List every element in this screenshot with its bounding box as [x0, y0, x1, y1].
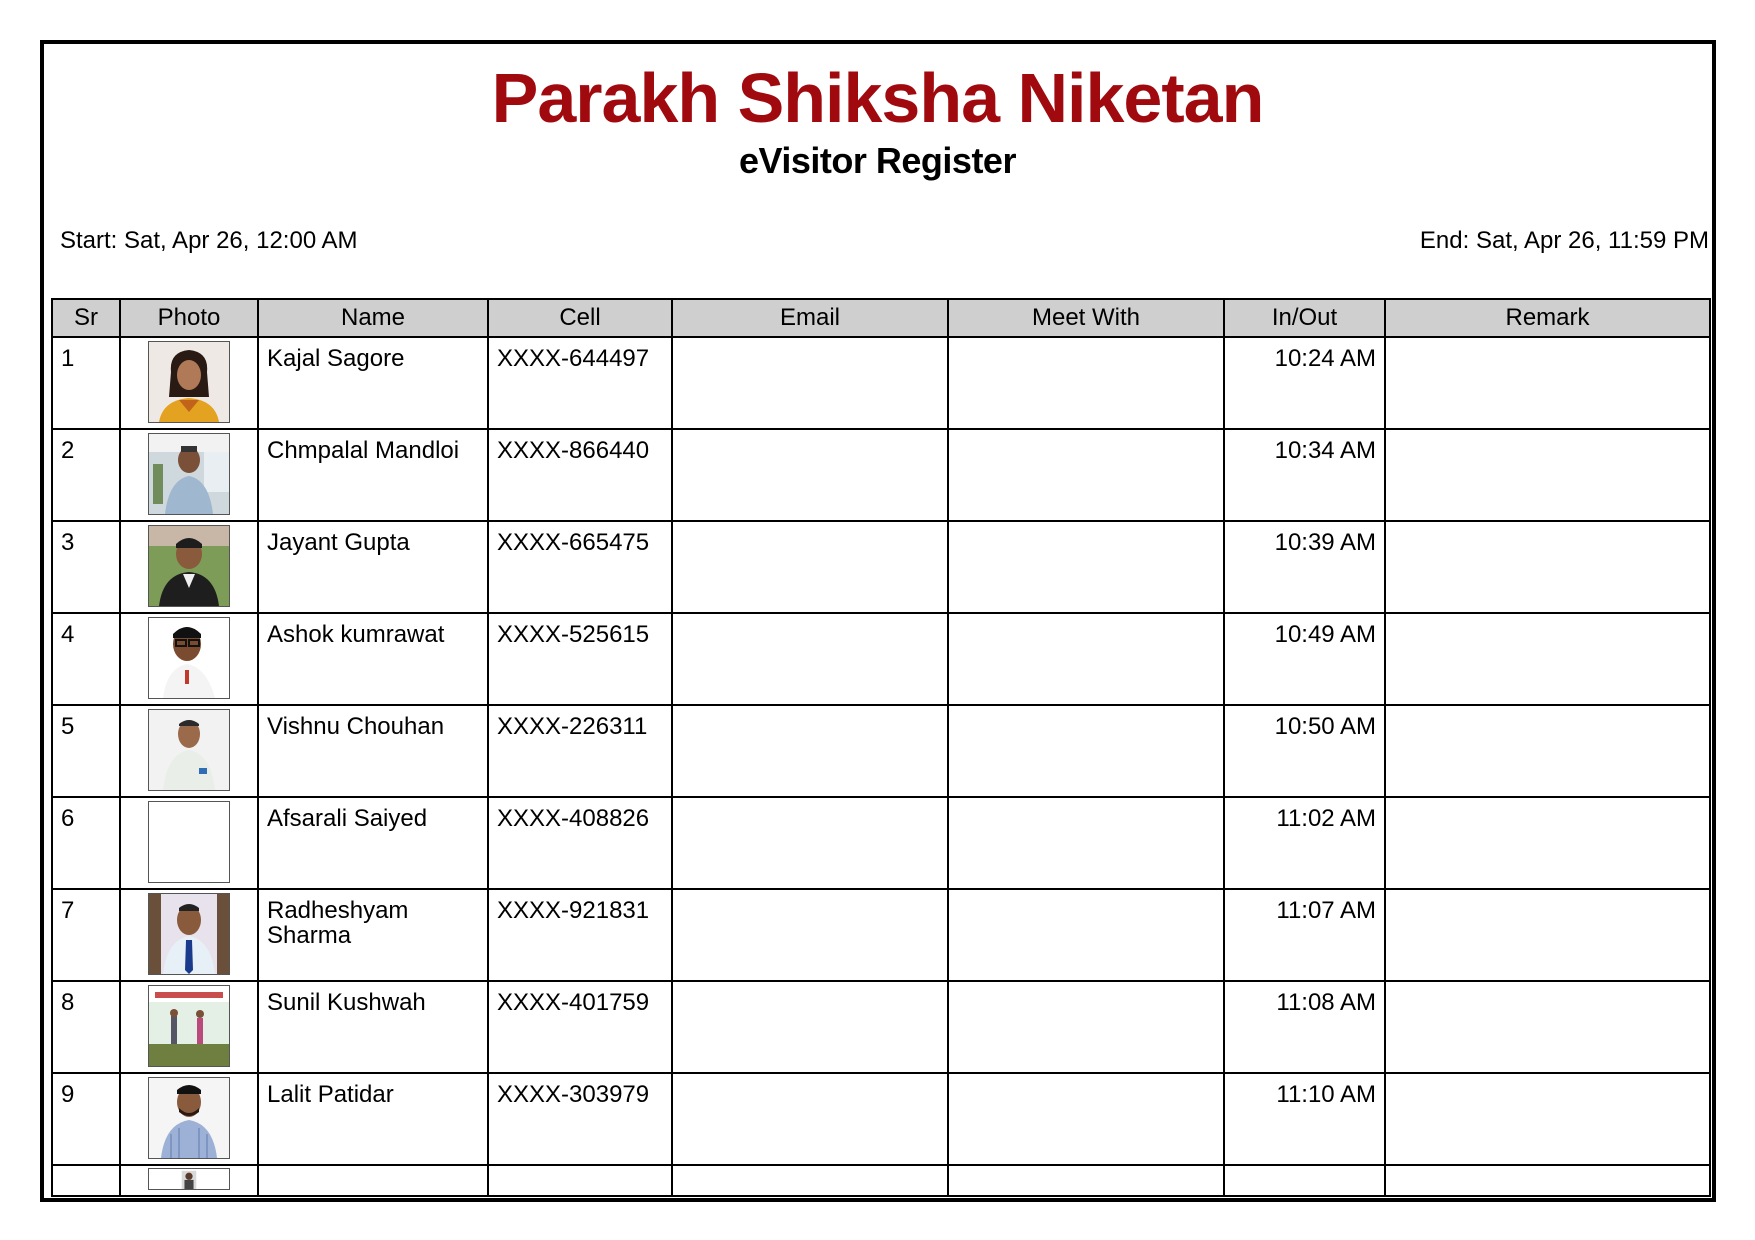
visitor-name: Sunil Kushwah	[267, 989, 426, 1016]
cell-meet-with	[948, 521, 1224, 613]
cell-name	[258, 981, 488, 1073]
col-header-remark: Remark	[1385, 299, 1710, 337]
visitor-remark	[1386, 1074, 1709, 1082]
visitor-photo	[148, 525, 230, 607]
table-row	[52, 889, 1710, 981]
visitor-remark	[1386, 614, 1709, 622]
cell-sr	[52, 1165, 120, 1196]
cell-photo	[120, 613, 258, 705]
visitor-inout: 11:07 AM	[1276, 897, 1376, 924]
cell-email	[672, 889, 948, 981]
cell-remark	[1385, 613, 1710, 705]
sr-value: 3	[61, 529, 75, 556]
col-header-meet-with: Meet With	[948, 299, 1224, 337]
visitor-remark	[1386, 522, 1709, 530]
visitor-inout: 10:50 AM	[1274, 713, 1376, 740]
cell-meet-with	[948, 981, 1224, 1073]
visitor-name: Radheshyam Sharma	[267, 897, 409, 949]
visitor-meet-with	[949, 890, 1223, 898]
cell-email	[672, 429, 948, 521]
cell-photo	[120, 337, 258, 429]
cell-photo	[120, 1165, 258, 1196]
cell-name	[258, 705, 488, 797]
cell-inout	[1224, 889, 1385, 981]
cell-sr	[52, 1073, 120, 1165]
cell-name	[258, 797, 488, 889]
visitor-name: Lalit Patidar	[267, 1081, 394, 1108]
sr-value: 7	[61, 897, 75, 924]
col-header-cell: Cell	[488, 299, 672, 337]
cell-cell	[488, 521, 672, 613]
cell-remark	[1385, 521, 1710, 613]
cell-meet-with	[948, 1073, 1224, 1165]
cell-inout	[1224, 613, 1385, 705]
cell-inout	[1224, 429, 1385, 521]
visitor-name: Afsarali Saiyed	[267, 805, 428, 832]
cell-email	[672, 981, 948, 1073]
sr-value: 2	[61, 437, 75, 464]
cell-name	[258, 429, 488, 521]
end-time: End: Sat, Apr 26, 11:59 PM	[1419, 227, 1709, 254]
col-header-photo: Photo	[120, 299, 258, 337]
cell-inout	[1224, 705, 1385, 797]
cell-cell	[488, 705, 672, 797]
table-header-row	[52, 299, 1710, 337]
cell-sr	[52, 429, 120, 521]
sr-value: 1	[61, 345, 75, 372]
visitor-photo	[148, 617, 230, 699]
visitor-meet-with	[949, 706, 1223, 714]
visitor-cell: XXXX-226311	[497, 713, 648, 740]
cell-remark	[1385, 337, 1710, 429]
cell-photo	[120, 429, 258, 521]
cell-email	[672, 521, 948, 613]
table-row	[52, 981, 1710, 1073]
visitor-cell: XXXX-921831	[497, 897, 650, 924]
cell-name	[258, 1073, 488, 1165]
visitor-cell: XXXX-644497	[497, 345, 650, 372]
cell-meet-with	[948, 337, 1224, 429]
visitor-cell: XXXX-408826	[497, 805, 650, 832]
cell-photo	[120, 889, 258, 981]
visitor-remark	[1386, 338, 1709, 346]
table-row-partial	[52, 1165, 1710, 1196]
cell-photo	[120, 705, 258, 797]
cell-cell	[488, 889, 672, 981]
visitor-photo	[148, 1077, 230, 1159]
visitor-cell: XXXX-303979	[497, 1081, 650, 1108]
cell-name	[258, 1165, 488, 1196]
visitor-photo	[148, 709, 230, 791]
cell-remark	[1385, 797, 1710, 889]
visitor-remark	[1386, 798, 1709, 806]
visitor-inout: 11:02 AM	[1276, 805, 1376, 832]
visitor-name: Jayant Gupta	[267, 529, 410, 556]
visitor-remark	[1386, 430, 1709, 438]
cell-sr	[52, 797, 120, 889]
cell-photo	[120, 1073, 258, 1165]
cell-cell	[488, 981, 672, 1073]
cell-name	[258, 889, 488, 981]
cell-meet-with	[948, 613, 1224, 705]
cell-meet-with	[948, 889, 1224, 981]
visitor-meet-with	[949, 522, 1223, 530]
col-header-name: Name	[258, 299, 488, 337]
sr-value: 8	[61, 989, 75, 1016]
cell-inout	[1224, 521, 1385, 613]
table-row	[52, 1073, 1710, 1165]
visitor-email	[673, 798, 947, 806]
cell-sr	[52, 613, 120, 705]
cell-remark	[1385, 981, 1710, 1073]
cell-inout	[1224, 797, 1385, 889]
cell-remark	[1385, 1073, 1710, 1165]
table-row	[52, 429, 1710, 521]
table-row	[52, 705, 1710, 797]
cell-remark	[1385, 889, 1710, 981]
visitor-meet-with	[949, 982, 1223, 990]
visitor-meet-with	[949, 430, 1223, 438]
cell-meet-with	[948, 429, 1224, 521]
cell-photo	[120, 521, 258, 613]
visitor-meet-with	[949, 1074, 1223, 1082]
cell-cell	[488, 337, 672, 429]
visitor-inout: 10:49 AM	[1274, 621, 1376, 648]
col-header-inout: In/Out	[1224, 299, 1385, 337]
table-row	[52, 337, 1710, 429]
visitor-name: Kajal Sagore	[267, 345, 405, 372]
cell-sr	[52, 705, 120, 797]
visitor-email	[673, 430, 947, 438]
cell-email	[672, 1073, 948, 1165]
visitor-inout: 11:08 AM	[1276, 989, 1376, 1016]
cell-sr	[52, 521, 120, 613]
cell-sr	[52, 889, 120, 981]
cell-meet-with	[948, 705, 1224, 797]
visitor-remark	[1386, 706, 1709, 714]
table-row	[52, 613, 1710, 705]
col-header-email: Email	[672, 299, 948, 337]
visitor-cell: XXXX-665475	[497, 529, 650, 556]
cell-name	[258, 521, 488, 613]
visitor-photo	[148, 893, 230, 975]
visitor-name: Vishnu Chouhan	[267, 713, 445, 740]
cell-remark	[1385, 1165, 1710, 1196]
visitor-email	[673, 706, 947, 714]
cell-email	[672, 613, 948, 705]
cell-cell	[488, 429, 672, 521]
start-time: Start: Sat, Apr 26, 12:00 AM	[60, 227, 358, 254]
table-row	[52, 797, 1710, 889]
cell-name	[258, 337, 488, 429]
cell-cell	[488, 1165, 672, 1196]
table-row	[52, 521, 1710, 613]
cell-email	[672, 1165, 948, 1196]
cell-inout	[1224, 1165, 1385, 1196]
cell-email	[672, 797, 948, 889]
sr-value: 4	[61, 621, 75, 648]
visitor-email	[673, 614, 947, 622]
cell-inout	[1224, 337, 1385, 429]
visitor-photo	[148, 433, 230, 515]
page-subtitle: eVisitor Register	[739, 140, 1016, 181]
visitor-photo	[148, 985, 230, 1067]
visitor-name: Chmpalal Mandloi	[267, 437, 460, 464]
cell-email	[672, 705, 948, 797]
visitor-photo	[148, 1168, 230, 1190]
visitor-remark	[1386, 982, 1709, 990]
cell-photo	[120, 981, 258, 1073]
cell-name	[258, 613, 488, 705]
visitor-email	[673, 982, 947, 990]
visitor-email	[673, 522, 947, 530]
cell-meet-with	[948, 797, 1224, 889]
cell-inout	[1224, 1073, 1385, 1165]
visitor-meet-with	[949, 798, 1223, 806]
cell-cell	[488, 613, 672, 705]
visitor-email	[673, 338, 947, 346]
cell-email	[672, 337, 948, 429]
visitor-photo	[148, 801, 230, 883]
visitor-name: Ashok kumrawat	[267, 621, 445, 648]
visitor-cell: XXXX-866440	[497, 437, 650, 464]
visitor-meet-with	[949, 614, 1223, 622]
cell-remark	[1385, 429, 1710, 521]
cell-photo	[120, 797, 258, 889]
cell-inout	[1224, 981, 1385, 1073]
cell-sr	[52, 981, 120, 1073]
cell-cell	[488, 797, 672, 889]
sr-value: 9	[61, 1081, 75, 1108]
visitor-table	[51, 298, 1711, 1197]
visitor-inout: 10:34 AM	[1274, 437, 1376, 464]
visitor-inout: 10:24 AM	[1274, 345, 1376, 372]
visitor-inout: 11:10 AM	[1276, 1081, 1376, 1108]
cell-cell	[488, 1073, 672, 1165]
visitor-email	[673, 1074, 947, 1082]
cell-meet-with	[948, 1165, 1224, 1196]
sr-value: 5	[61, 713, 75, 740]
cell-sr	[52, 337, 120, 429]
col-header-sr: Sr	[52, 299, 120, 337]
visitor-cell: XXXX-525615	[497, 621, 650, 648]
visitor-meet-with	[949, 338, 1223, 346]
visitor-email	[673, 890, 947, 898]
visitor-photo	[148, 341, 230, 423]
visitor-inout: 10:39 AM	[1274, 529, 1376, 556]
visitor-remark	[1386, 890, 1709, 898]
visitor-cell: XXXX-401759	[497, 989, 650, 1016]
sr-value: 6	[61, 805, 75, 832]
cell-remark	[1385, 705, 1710, 797]
page-title: Parakh Shiksha Niketan	[491, 59, 1264, 137]
